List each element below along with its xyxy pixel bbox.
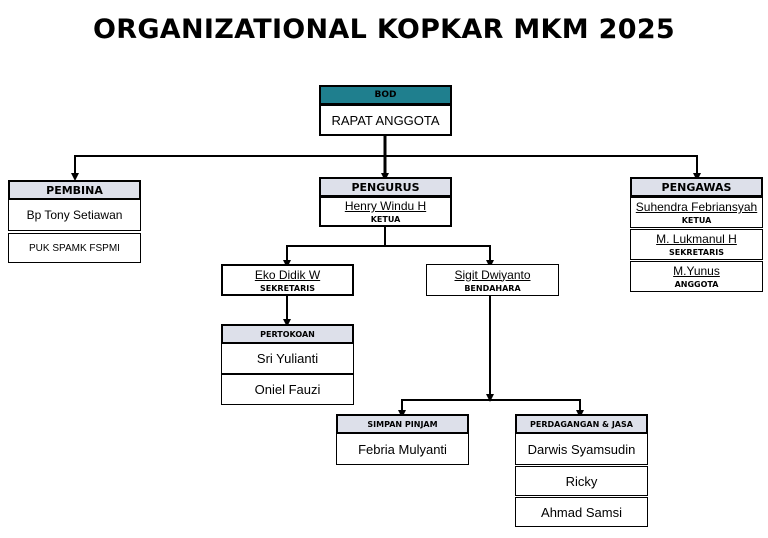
pengurus-header: PENGURUS [319,177,452,197]
pengawas-member-name: Suhendra Febriansyah [635,200,758,214]
pengurus-ketua-name: Henry Windu H [344,199,427,213]
bendahara-role: BENDAHARA [464,283,521,293]
pembina-member-box [8,233,141,263]
pertokoan-member: Sri Yulianti [256,351,319,366]
pertokoan-member: Oniel Fauzi [254,382,321,397]
pembina-member-box [8,199,141,231]
sekretaris-box [221,264,354,296]
perdagangan-member-box [515,466,648,496]
perdagangan-header: PERDAGANGAN & JASA [515,414,648,434]
pengawas-member-box [630,229,763,260]
pengawas-member-box [630,197,763,228]
pertokoan-member-box [221,374,354,405]
pengawas-member-name: M.Yunus [673,264,720,278]
bendahara-box [426,264,559,296]
pengawas-member-role: SEKRETARIS [669,248,724,257]
simpan-pinjam-member-box [336,433,469,465]
pengawas-member-role: ANGGOTA [674,280,719,289]
pembina-header: PEMBINA [8,180,141,200]
simpan-pinjam-member: Febria Mulyanti [358,441,447,457]
pengurus-ketua-role: KETUA [370,215,401,224]
sekretaris-name: Eko Didik W [254,267,321,282]
pengurus-ketua-box [319,196,452,227]
bod-header: BOD [319,85,452,105]
perdagangan-member: Ricky [565,473,598,489]
sekretaris-role: SEKRETARIS [260,283,315,293]
perdagangan-member: Darwis Syamsudin [527,441,636,457]
simpan-pinjam-header: SIMPAN PINJAM [336,414,469,434]
bod-name-box [319,104,452,136]
pertokoan-member-box [221,343,354,374]
bod-name: RAPAT ANGGOTA [331,112,440,128]
pengawas-member-name: M. Lukmanul H [656,232,737,246]
pengawas-header: PENGAWAS [630,177,763,197]
bendahara-name: Sigit Dwiyanto [454,267,531,282]
level3-bracket-line [402,400,580,414]
pengawas-member-role: KETUA [681,216,712,225]
pembina-member-1: Bp Tony Setiawan [26,208,123,222]
level2-bracket-line [287,246,490,264]
pembina-member-2: PUK SPAMK FSPMI [29,242,120,254]
perdagangan-member: Ahmad Samsi [541,504,622,520]
pertokoan-header: PERTOKOAN [221,324,354,344]
perdagangan-member-box [515,433,648,465]
perdagangan-member-box [515,497,648,527]
pengawas-member-box [630,261,763,292]
page-title: ORGANIZATIONAL KOPKAR MKM 2025 [93,14,675,45]
